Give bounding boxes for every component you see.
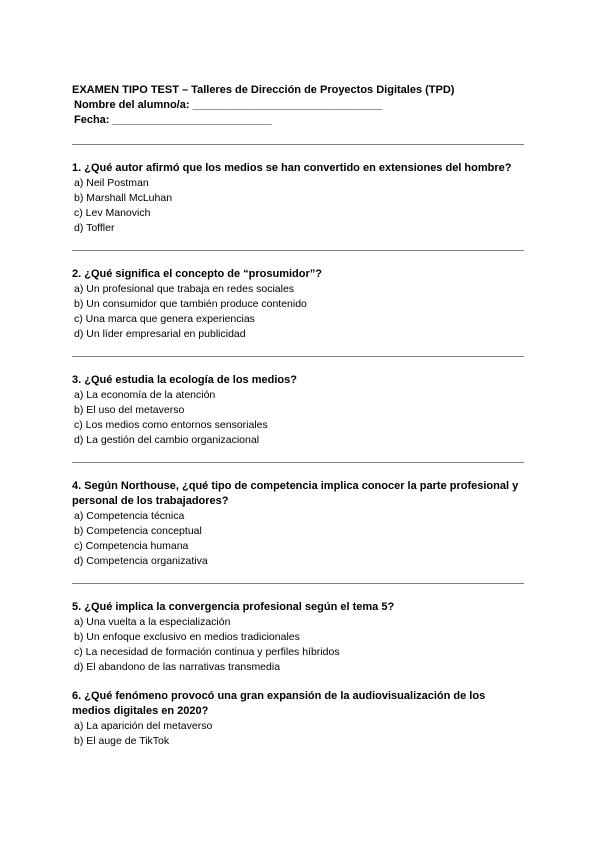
question-text: 2. ¿Qué significa el concepto de “prosumidor”? (72, 268, 322, 280)
question-text: 3. ¿Qué estudia la ecología de los medios? (72, 374, 297, 386)
option-b: b) Marshall McLuhan (74, 192, 173, 204)
question-5 (72, 600, 524, 675)
exam-title: EXAMEN TIPO TEST – Talleres de Dirección de Proyectos Digitales (TPD) (72, 84, 455, 96)
question-text: 4. Según Northouse, ¿qué tipo de competencia implica conocer la parte profesional y personal de los trabajadores? (72, 480, 519, 507)
option-a: a) Competencia técnica (74, 510, 185, 522)
option-b: b) Un enfoque exclusivo en medios tradicionales (74, 631, 300, 643)
student-name-field: Nombre del alumno/a: _______________________________ (74, 99, 383, 111)
question-6 (72, 689, 524, 749)
option-a: a) La economía de la atención (74, 389, 216, 401)
question-1 (72, 161, 524, 236)
option-d: d) Un líder empresarial en publicidad (74, 328, 246, 340)
question-3 (72, 373, 524, 448)
separator-line (72, 144, 524, 145)
question-text: 5. ¿Qué implica la convergencia profesional según el tema 5? (72, 601, 395, 613)
option-b: b) El uso del metaverso (74, 404, 185, 416)
question-2 (72, 267, 524, 342)
separator-line (72, 462, 524, 463)
exam-document (72, 82, 524, 749)
date-field: Fecha: __________________________ (74, 114, 272, 126)
option-b: b) El auge de TikTok (74, 735, 170, 747)
option-c: c) Competencia humana (74, 540, 189, 552)
option-c: c) La necesidad de formación continua y perfiles híbridos (74, 646, 340, 658)
option-c: c) Lev Manovich (74, 207, 151, 219)
option-b: b) Un consumidor que también produce contenido (74, 298, 307, 310)
option-a: a) Una vuelta a la especialización (74, 616, 231, 628)
question-4 (72, 479, 524, 569)
option-a: a) Un profesional que trabaja en redes sociales (74, 283, 295, 295)
option-d: d) El abandono de las narrativas transmedia (74, 661, 281, 673)
option-d: d) Toffler (74, 222, 115, 234)
separator-line (72, 250, 524, 251)
option-c: c) Una marca que genera experiencias (74, 313, 255, 325)
option-a: a) Neil Postman (74, 177, 149, 189)
separator-line (72, 356, 524, 357)
option-a: a) La aparición del metaverso (74, 720, 213, 732)
separator-line (72, 583, 524, 584)
option-d: d) La gestión del cambio organizacional (74, 434, 260, 446)
question-text: 6. ¿Qué fenómeno provocó una gran expansión de la audiovisualización de los medios digitales en 2020? (72, 690, 486, 717)
option-d: d) Competencia organizativa (74, 555, 208, 567)
option-c: c) Los medios como entornos sensoriales (74, 419, 268, 431)
option-b: b) Competencia conceptual (74, 525, 202, 537)
question-text: 1. ¿Qué autor afirmó que los medios se han convertido en extensiones del hombre? (72, 162, 512, 174)
